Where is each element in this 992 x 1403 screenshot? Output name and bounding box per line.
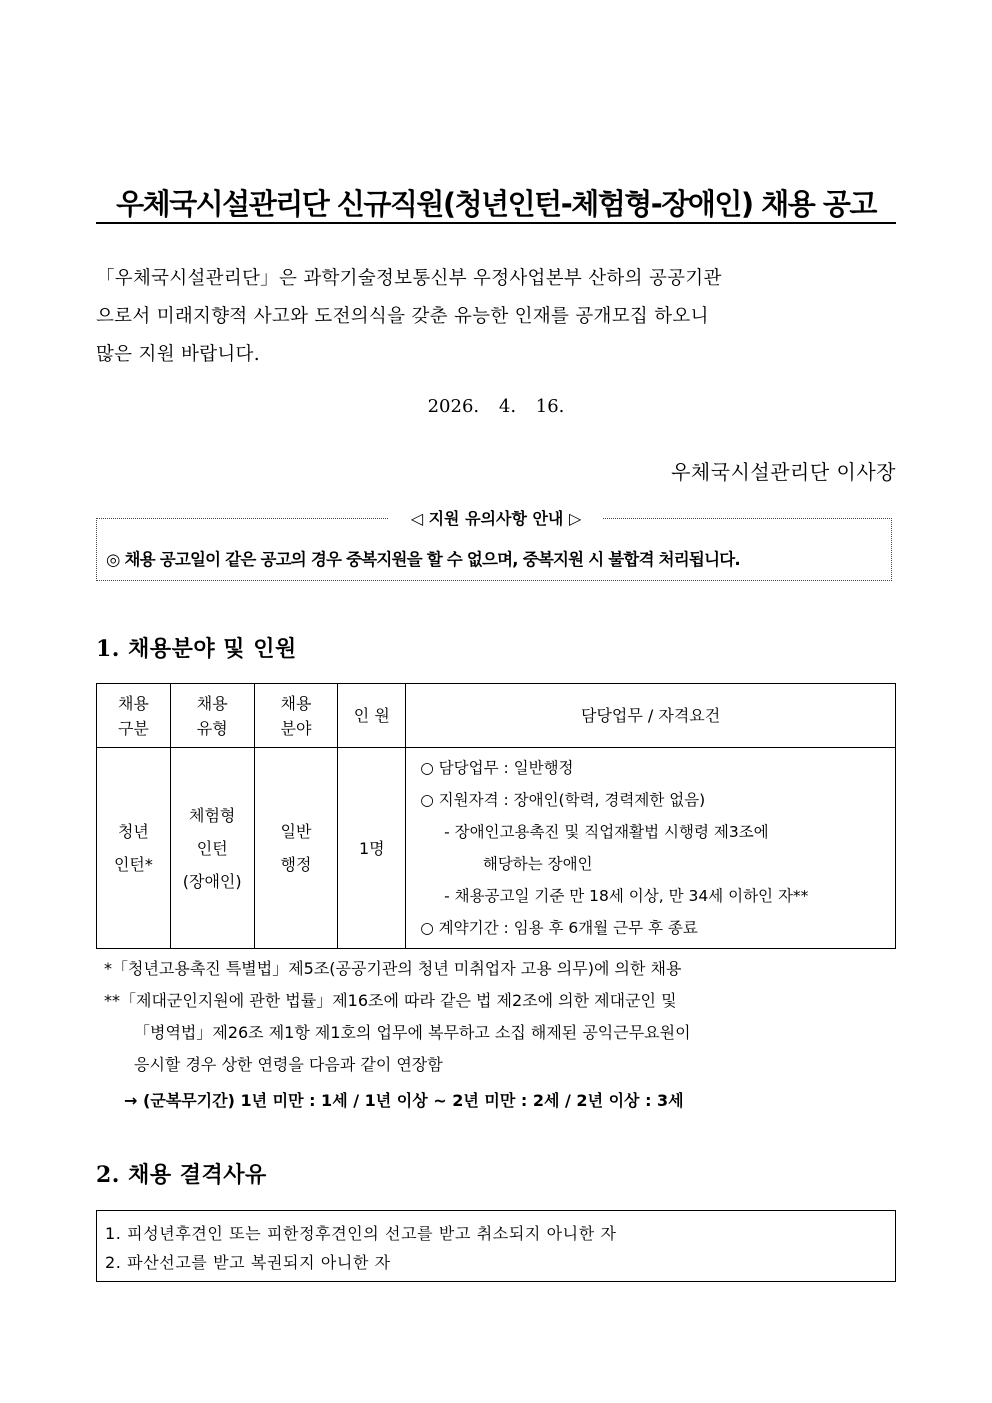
cell-count: 1명 [338,748,406,949]
footnote-single-star: *「청년고용촉진 특별법」제5조(공공기관의 청년 미취업자 고용 의무)에 의한 채용 [104,959,682,978]
header-field: 채용 분야 [254,684,338,748]
list-item: ○ 계약기간 : 임용 후 6개월 근무 후 종료 [420,919,698,937]
cell-type: 체험형 인턴 (장애인) [170,748,254,949]
section-title: 2. 채용 결격사유 [96,1162,267,1188]
list-item: 해당하는 장애인 [458,855,593,873]
list-item: - 채용공고일 기준 만 18세 이상, 만 34세 이하인 자** [434,887,809,905]
age-extension-rule: → (군복무기간) 1년 미만 : 1세 / 1년 이상 ~ 2년 미만 : 2세 / 2년 이상 : 3세 [124,1091,684,1110]
notice-title: ◁ 지원 유의사항 안내 ▷ [0,506,992,529]
cell-category: 청년 인턴* [97,748,171,949]
list-item: ○ 담당업무 : 일반행정 [420,759,574,777]
intro-line: 많은 지원 바랍니다. [96,344,260,365]
footnote-continuation: 응시할 경우 상한 연령을 다음과 같이 연장함 [134,1055,443,1074]
disqualification-box [96,1210,896,1282]
recruitment-table [96,683,896,949]
intro-line: 으로서 미래지향적 사고와 도전의식을 갖춘 유능한 인재를 공개모집 하오니 [96,306,709,327]
notice-text: ◎ 채용 공고일이 같은 공고의 경우 중복지원을 할 수 없으며, 중복지원 시 불합격 처리됩니다. [106,550,740,569]
list-item: ○ 지원자격 : 장애인(학력, 경력제한 없음) [420,791,706,809]
header-count: 인 원 [338,684,406,748]
list-item: - 장애인고용촉진 및 직업재활법 시행령 제3조에 [434,823,769,841]
table-header-row [97,684,896,748]
duties-list [406,748,895,948]
section-title: 1. 채용분야 및 인원 [96,636,297,662]
title-underline [96,222,896,224]
header-category: 채용 구분 [97,684,171,748]
header-duties: 담당업무 / 자격요건 [406,684,896,748]
list-item: 1. 피성년후견인 또는 피한정후견인의 선고를 받고 취소되지 아니한 자 [105,1224,617,1243]
footnote-continuation: 「병역법」제26조 제1항 제1호의 업무에 복무하고 소집 해제된 공익근무요원이 [134,1023,691,1042]
intro-line: 「우체국시설관리단」은 과학기술정보통신부 우정사업본부 산하의 공공기관 [96,268,722,289]
footnote-double-star: **「제대군인지원에 관한 법률」제16조에 따라 같은 법 제2조에 의한 제대군인 및 [104,991,677,1010]
announcement-date: 2026. 4. 16. [427,396,565,417]
table-row [97,748,896,949]
cell-field: 일반 행정 [254,748,338,949]
document-title: 우체국시설관리단 신규직원(청년인턴-체험형-장애인) 채용 공고 [116,187,876,221]
list-item: 2. 파산선고를 받고 복권되지 아니한 자 [105,1253,391,1272]
cell-duties [406,748,896,949]
intro-paragraph [96,260,896,374]
header-type: 채용 유형 [170,684,254,748]
issuer-name: 우체국시설관리단 이사장 [671,460,896,484]
